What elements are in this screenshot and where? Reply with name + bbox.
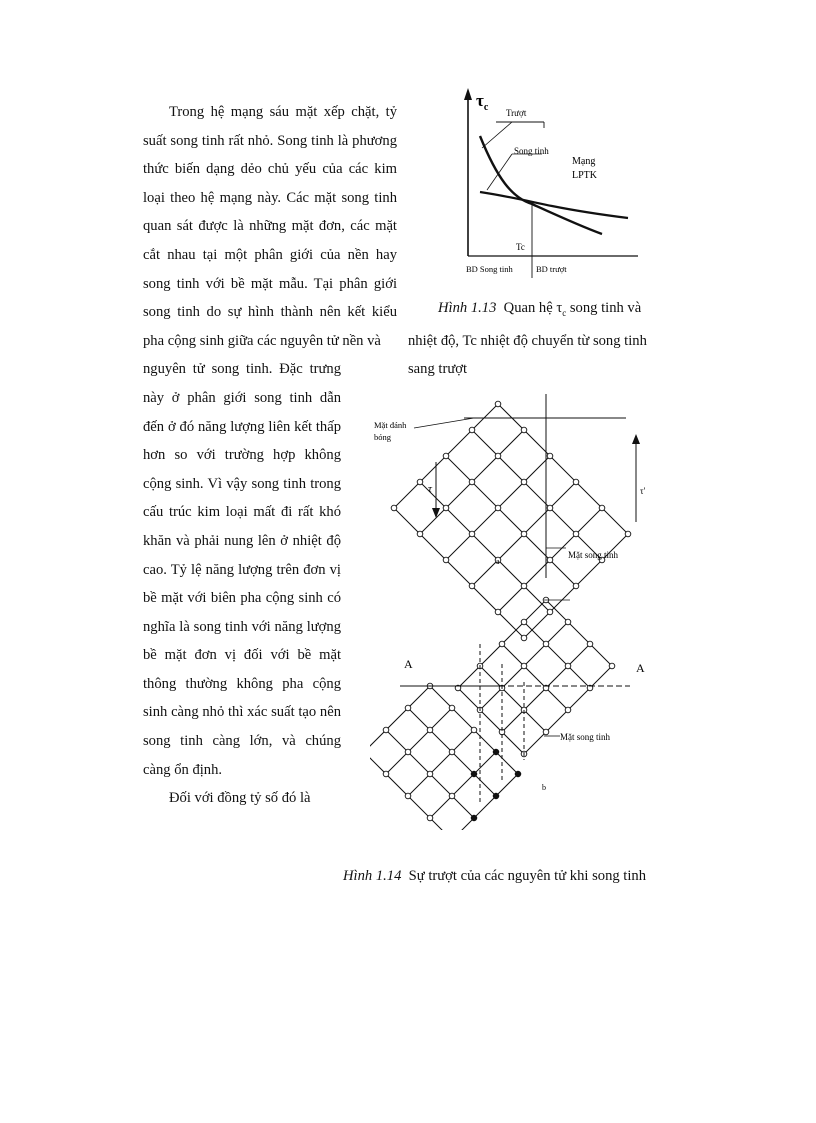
atom-node	[469, 531, 475, 537]
atom-node	[449, 749, 455, 755]
atom-node	[495, 453, 501, 459]
atom-node	[495, 401, 501, 407]
atom-node	[417, 479, 423, 485]
atom-node	[547, 505, 553, 511]
label-mat-song-tinh-b: Mặt song tinh	[560, 732, 611, 742]
caption-1-14-label: Hình 1.14	[343, 868, 402, 884]
atom-node	[449, 793, 455, 799]
atom-node	[493, 793, 499, 799]
atom-node	[573, 531, 579, 537]
label-lptk: LPTK	[572, 170, 597, 181]
atom-node	[543, 729, 549, 735]
atom-node	[499, 641, 505, 647]
label-bong: bóng	[374, 432, 391, 442]
atom-node	[391, 505, 397, 511]
atom-node	[495, 609, 501, 615]
atom-node	[493, 749, 499, 755]
figure-1-14	[370, 382, 656, 830]
atom-node	[547, 609, 553, 615]
label-tau: τ	[428, 483, 432, 495]
label-mat-song-tinh-a: Mặt song tinh	[568, 550, 619, 560]
atom-node	[565, 707, 571, 713]
atom-node	[471, 815, 477, 821]
caption-1-13: Hình 1.13 Quan hệ $\tau_c$ song tinh và nhiệt độ, Tc nhiệt độ chuyển từ song tinh sang trượt	[408, 300, 647, 377]
atom-node	[469, 583, 475, 589]
atom-node	[565, 619, 571, 625]
atom-node	[521, 531, 527, 537]
caption-1-13-label: Hình 1.13	[438, 300, 497, 316]
paragraph-1: Trong hệ mạng sáu mặt xếp chặt, tỷ suất song tinh rất nhỏ. Song tinh là phương thức biến dạng dẻo chủ yếu của các kim loại theo hệ mạng này. Các mặt song tinh quan sát được là những mặt đơn, các mặt cắt nhau tại một phân giới của nền hay song tinh với bề mặt mẫu. Tại phân giới song tinh do sự hình thành nên kết kiểu pha cộng sinh giữa các nguyên tử nền và	[143, 104, 397, 349]
label-tc: Tc	[516, 242, 525, 252]
label-bd-truot: BD trượt	[536, 264, 567, 274]
atom-node	[521, 427, 527, 433]
label-a: a	[496, 557, 500, 566]
label-A-right: A	[636, 661, 645, 675]
atom-node	[471, 727, 477, 733]
label-song-tinh: Song tinh	[514, 146, 549, 156]
label-tau-prime: τ'	[640, 486, 646, 496]
atom-node	[573, 583, 579, 589]
atom-node	[521, 663, 527, 669]
body-text	[143, 98, 397, 813]
atom-node	[469, 427, 475, 433]
atom-node	[547, 557, 553, 563]
atom-node	[547, 453, 553, 459]
atom-node	[599, 505, 605, 511]
atom-node	[543, 641, 549, 647]
atom-node	[427, 815, 433, 821]
lattice-b	[370, 597, 615, 830]
lattice-a	[391, 401, 631, 641]
atom-node	[417, 531, 423, 537]
atom-node	[443, 557, 449, 563]
figure-1-13	[452, 86, 642, 282]
atom-node	[405, 793, 411, 799]
label-mang: Mạng	[572, 156, 596, 167]
atom-node	[521, 635, 527, 641]
atom-node	[609, 663, 615, 669]
atom-node	[469, 479, 475, 485]
atom-node	[471, 771, 477, 777]
atom-node	[625, 531, 631, 537]
atom-node	[587, 641, 593, 647]
paragraph-3: Đối với đồng tỷ số đó là	[169, 790, 311, 807]
atom-node	[449, 705, 455, 711]
atom-node	[383, 771, 389, 777]
paragraph-2: nguyên tử song tinh. Đặc trưng này ở phân giới song tinh dẫn đến ở đó năng lượng liên kết thấp hơn so với trường hợp không cộng sinh. Vì vậy song tinh trong cấu trúc kim loại mất đi rất khó khăn và phải nung lên ở nhiệt độ cao. Tỷ lệ năng lượng trên đơn vị bề mặt với biên pha cộng sinh có nghĩa là song tinh với năng lượng bề mặt đơn vị đối với bề mặt thông thường không pha cộng sinh càng nhỏ thì xác suất tạo nên song tinh càng lớn, và chúng càng ổn định.	[143, 361, 341, 778]
label-b: b	[542, 783, 546, 792]
atom-node	[521, 479, 527, 485]
atom-node	[383, 727, 389, 733]
atom-node	[515, 771, 521, 777]
atom-node	[565, 663, 571, 669]
atom-node	[521, 619, 527, 625]
atom-node	[405, 749, 411, 755]
label-A-left: A	[404, 657, 413, 671]
label-mat-danh: Mặt đánh	[374, 420, 407, 430]
atom-node	[443, 505, 449, 511]
atom-node	[427, 727, 433, 733]
label-bd-song-tinh: BD Song tinh	[466, 264, 513, 274]
atom-node	[521, 583, 527, 589]
atom-node	[495, 505, 501, 511]
atom-node	[405, 705, 411, 711]
atom-node	[573, 479, 579, 485]
tau-axis-label: $\tau_c$	[476, 91, 489, 113]
atom-node	[427, 771, 433, 777]
label-truot: Trượt	[506, 108, 527, 118]
caption-1-14: Hình 1.14 Sự trượt của các nguyên tử khi song tinh	[343, 868, 647, 884]
atom-node	[443, 453, 449, 459]
